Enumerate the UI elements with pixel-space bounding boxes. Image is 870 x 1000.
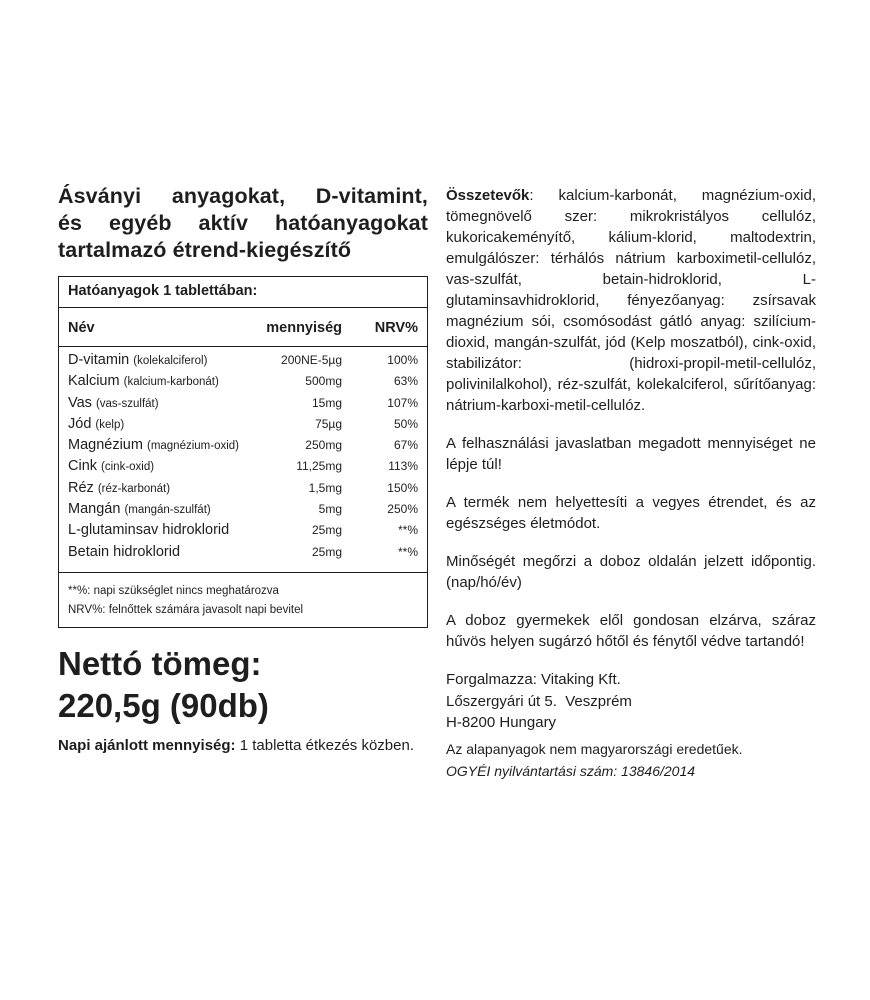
ingredient-name: Magnézium	[68, 437, 143, 454]
product-headline	[58, 183, 428, 264]
ingredient-nrv: 67%	[393, 438, 418, 453]
footnote: **%: napi szükséglet nincs meghatározva	[68, 584, 279, 597]
registration-number: OGYÉI nyilvántartási szám: 13846/2014	[446, 762, 696, 779]
best-before: Minőségét megőrzi a doboz oldalán jelzett időpontig. (nap/hó/év)	[446, 553, 816, 591]
ingredient-nrv: 100%	[387, 353, 418, 367]
net-weight-value: 220,5g (90db)	[58, 686, 269, 724]
daily-dose	[58, 735, 428, 756]
net-weight	[58, 643, 428, 727]
distributor-address	[446, 669, 816, 734]
table-row	[68, 352, 418, 373]
ingredient-name: Réz	[68, 479, 94, 496]
ingredient-name: D-vitamin	[68, 352, 130, 368]
ingredient-detail: (magnézium-oxid)	[146, 440, 240, 453]
ingredient-detail: (kelp)	[95, 418, 125, 431]
daily-dose-label: Napi ajánlott mennyiség:	[58, 736, 236, 754]
headline-line: Ásványi anyagokat, D-vitamint,	[58, 184, 428, 208]
right-column	[446, 185, 816, 782]
ingredient-amount: 11,25mg	[296, 459, 342, 474]
ingredients-text: : kalcium-karbonát, magnézium-oxid, tömegnövelő szer: mikrokristályos cellulóz, kukoricakeményítő, kálium-klorid, maltodextrin, emulgálószer: térhálós nátrium karboximetil-cellulóz, vas-szulfát, betain-hidroklorid, L-glutaminsavhidroklorid, fényezőanyag: zsírsavak magnézium sói, csomósodást gátló anyag: szilícium-dioxid, mangán-szulfát, jód (Kelp moszatból), cink-oxid, stabilizátor: (hidroxi-propil-metil-cellulóz, polivinilalkohol), réz-szulfát, kolekalciferol, sűrítőanyag: nátrium-karboxi-metil-cellulóz.	[446, 187, 816, 414]
ingredient-amount: 5mg	[318, 502, 342, 517]
table-notes	[59, 573, 427, 627]
ingredients-paragraph	[446, 185, 816, 416]
table-row	[68, 522, 418, 543]
ingredient-nrv: 107%	[387, 395, 418, 410]
table-row	[68, 416, 418, 437]
table-row	[68, 437, 418, 458]
table-row	[68, 458, 418, 479]
footnote: NRV%: felnőttek számára javasolt napi bevitel	[68, 603, 304, 616]
origin-note: Az alapanyagok nem magyarországi eredetűek.	[446, 740, 743, 757]
ingredient-detail: (vas-szulfát)	[95, 397, 159, 410]
table-header	[59, 308, 427, 347]
ingredient-name: Mangán	[68, 501, 121, 518]
ingredient-detail: (kalcium-karbonát)	[123, 376, 219, 389]
distributor-line: Forgalmazza: Vitaking Kft.	[446, 671, 621, 688]
table-row	[68, 544, 418, 565]
headline-line: és egyéb aktív hatóanyagokat	[58, 211, 428, 235]
ingredient-nrv: 50%	[393, 416, 418, 431]
table-row	[68, 501, 418, 522]
ingredient-detail: (cink-oxid)	[101, 461, 155, 474]
ingredient-nrv: 113%	[388, 459, 418, 474]
ingredient-amount: 25mg	[311, 544, 342, 559]
ingredient-nrv: 150%	[387, 480, 418, 495]
ingredient-name: Betain hidroklorid	[68, 543, 181, 560]
ingredient-nrv: 63%	[393, 374, 418, 389]
table-row	[68, 480, 418, 501]
table-title: Hatóanyagok 1 tablettában:	[59, 277, 427, 308]
ingredient-amount: 25mg	[311, 523, 342, 538]
header-amount: mennyiség	[266, 320, 342, 336]
table-row	[68, 395, 418, 416]
ingredient-amount: 250mg	[305, 438, 342, 453]
ingredient-nrv: 250%	[387, 502, 418, 517]
ingredient-name: L-glutaminsav hidroklorid	[68, 522, 230, 539]
ingredient-detail: (mangán-szulfát)	[124, 504, 211, 517]
ingredient-detail: (kolekalciferol)	[133, 355, 208, 367]
ingredient-name: Cink	[68, 458, 98, 475]
header-nrv: NRV%	[374, 320, 418, 336]
headline-line: tartalmazó étrend-kiegészítő	[58, 238, 352, 262]
ingredient-nrv: **%	[397, 544, 418, 559]
ingredients-label: Összetevők	[446, 187, 530, 204]
ingredient-name: Jód	[68, 415, 92, 432]
ingredient-detail: (réz-karbonát)	[97, 482, 171, 495]
ingredient-nrv: **%	[397, 523, 418, 538]
distributor-line: H-8200 Hungary	[446, 714, 557, 731]
substitute-warning: A termék nem helyettesíti a vegyes étrendet, és az egészséges életmódot.	[446, 494, 816, 532]
ingredient-amount: 200NE-5µg	[281, 353, 342, 367]
ingredient-name: Vas	[68, 394, 92, 411]
ingredient-amount: 1,5mg	[308, 480, 342, 495]
daily-dose-text: 1 tabletta étkezés közben.	[235, 736, 414, 754]
header-name: Név	[68, 320, 95, 336]
net-weight-label: Nettó tömeg:	[58, 644, 262, 682]
left-column	[58, 183, 428, 756]
active-ingredients-table	[58, 276, 428, 628]
ingredient-amount: 500mg	[305, 374, 342, 389]
ingredient-amount: 15mg	[311, 395, 342, 410]
dose-warning: A felhasználási javaslatban megadott mennyiséget ne lépje túl!	[446, 435, 816, 473]
table-row	[68, 373, 418, 394]
ingredient-amount: 75µg	[315, 416, 342, 431]
storage-warning: A doboz gyermekek elől gondosan elzárva, száraz hűvös helyen sugárzó hőtől és fénytől védve tartandó!	[446, 612, 816, 650]
ingredient-name: Kalcium	[68, 373, 120, 390]
distributor-line: Lőszergyári út 5. Veszprém	[446, 692, 632, 710]
table-body	[59, 347, 427, 573]
